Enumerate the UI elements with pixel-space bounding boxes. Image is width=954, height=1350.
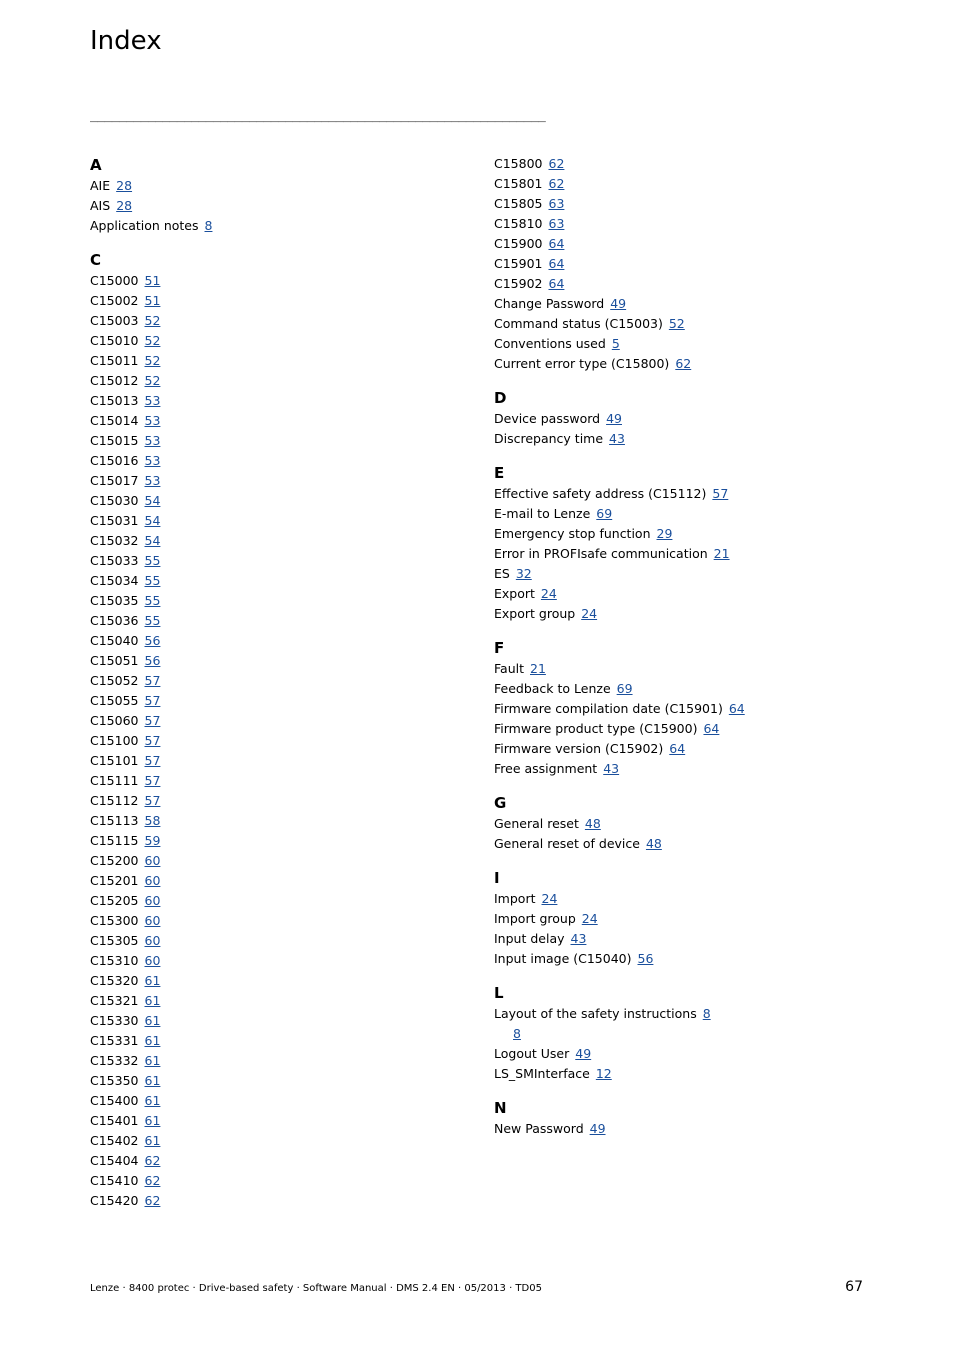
index-entry [90,1051,470,1071]
entry-label: C15014 [90,413,139,428]
index-entry [494,719,874,739]
entry-label: C15300 [90,913,139,928]
page-link[interactable]: 43 [609,431,625,446]
entry-label: C15900 [494,236,543,251]
page-link[interactable]: 8 [702,1006,711,1021]
entry-label: AIE [90,178,111,193]
index-entry [90,891,470,911]
entry-label: C15002 [90,293,139,308]
entry-label: C15201 [90,873,139,888]
index-entry [494,604,874,624]
index-entry [494,814,874,834]
entry-label: C15205 [90,893,139,908]
page-link[interactable]: 53 [144,453,161,468]
page-link[interactable]: 28 [116,178,133,193]
index-entry [494,889,874,909]
page-link[interactable]: 60 [144,933,161,948]
page-link[interactable]: 52 [144,353,161,368]
entry-label: General reset of device [494,836,640,851]
index-entry [494,194,874,214]
index-column-right [494,154,874,1139]
page-number: 67 [845,1279,863,1295]
page-link[interactable]: 58 [144,813,161,828]
index-entry [90,1031,470,1051]
index-entry [90,1071,470,1091]
entry-label: Firmware product type (C15900) [494,721,698,736]
page-link[interactable]: 52 [144,313,161,328]
entry-label: C15016 [90,453,139,468]
index-entry [494,759,874,779]
page-link[interactable]: 62 [144,1193,161,1208]
entry-label: C15052 [90,673,139,688]
section-gap [494,854,874,867]
entry-label: Import [494,891,536,906]
page-link[interactable]: 60 [144,953,161,968]
page-link[interactable]: 43 [603,761,620,776]
index-entry [90,391,470,411]
entry-label: Firmware version (C15902) [494,741,664,756]
index-entry [90,851,470,871]
section-gap [494,624,874,637]
entry-label: E-mail to Lenze [494,506,591,521]
page-link[interactable]: 29 [656,526,673,541]
entry-label: C15305 [90,933,139,948]
page-link[interactable]: 53 [144,473,161,488]
page-link[interactable]: 61 [144,1133,161,1148]
entry-label: Fault [494,661,524,676]
page-link[interactable]: 43 [570,931,587,946]
page-link[interactable]: 55 [144,593,161,608]
index-entry [90,311,470,331]
entry-label: C15003 [90,313,139,328]
page-link[interactable]: 8 [513,1026,521,1041]
entry-label: C15810 [494,216,543,231]
index-entry [494,274,874,294]
entry-label: C15350 [90,1073,139,1088]
section-letter: G [494,794,507,812]
page-link[interactable]: 54 [144,533,161,548]
index-entry [90,1131,470,1151]
index-entry [494,174,874,194]
index-entry [90,196,470,216]
index-entry [494,1119,874,1139]
page-link[interactable]: 56 [637,951,654,966]
entry-label: C15400 [90,1093,139,1108]
page-link[interactable]: 64 [728,701,745,716]
entry-label: C15805 [494,196,543,211]
page-link[interactable]: 21 [713,546,730,561]
section-letter: A [90,156,102,174]
entry-label: C15013 [90,393,139,408]
entry-label: C15800 [494,156,543,171]
page-link[interactable]: 57 [712,486,729,501]
entry-label: C15330 [90,1013,139,1028]
entry-label: C15902 [494,276,543,291]
entry-label: C15901 [494,256,543,271]
entry-label: Emergency stop function [494,526,651,541]
index-entry [90,1191,470,1211]
entry-label: Export [494,586,535,601]
page-link[interactable]: 62 [675,356,692,371]
page-link[interactable]: 57 [144,673,161,688]
entry-label: Command status (C15003) [494,316,663,331]
page-link[interactable]: 62 [548,156,565,171]
index-entry [90,551,470,571]
index-entry [494,254,874,274]
index-entry [494,214,874,234]
index-entry [494,1044,874,1064]
section-gap [90,236,470,249]
index-entry [90,911,470,931]
entry-label: C15332 [90,1053,139,1068]
index-entry [494,409,874,429]
page-link[interactable]: 53 [144,393,161,408]
index-entry [90,1151,470,1171]
page-link[interactable]: 54 [144,493,161,508]
page-link[interactable]: 64 [669,741,686,756]
page-link[interactable]: 69 [616,681,633,696]
page-link[interactable]: 8 [204,218,213,233]
page-link[interactable]: 53 [144,433,161,448]
page-link[interactable]: 64 [548,276,565,291]
index-entry [494,584,874,604]
page-link[interactable]: 61 [144,973,161,988]
section-letter: D [494,389,507,407]
page-link[interactable]: 49 [589,1121,606,1136]
index-entry [494,234,874,254]
index-entry [90,271,470,291]
page-link[interactable]: 61 [144,1093,161,1108]
index-section [494,1097,874,1139]
entry-label: C15321 [90,993,139,1008]
index-section [494,792,874,854]
index-entry [90,471,470,491]
index-entry [494,909,874,929]
index-section [494,867,874,969]
index-entry [494,334,874,354]
page-link[interactable]: 48 [584,816,601,831]
index-entry [494,679,874,699]
page-link[interactable]: 60 [144,893,161,908]
index-entry [494,154,874,174]
index-column-left [90,154,470,1211]
page-link[interactable]: 49 [575,1046,592,1061]
index-entry [90,991,470,1011]
entry-label: C15410 [90,1173,139,1188]
page-link[interactable]: 61 [144,993,161,1008]
index-entry [90,411,470,431]
index-entry [90,531,470,551]
index-entry [494,1064,874,1084]
entry-label: C15011 [90,353,139,368]
page-link[interactable]: 61 [144,1013,161,1028]
index-entry [90,831,470,851]
index-entry [90,671,470,691]
entry-label: Layout of the safety instructions [494,1006,697,1021]
index-entry [494,659,874,679]
entry-label: C15112 [90,793,139,808]
page-link[interactable]: 49 [606,411,622,426]
entry-label: C15404 [90,1153,139,1168]
index-entry [494,544,874,564]
index-entry [494,1024,874,1044]
page-link[interactable]: 64 [548,256,565,271]
index-entry [90,331,470,351]
page-link[interactable]: 62 [144,1153,161,1168]
page-link[interactable]: 59 [144,833,161,848]
page-link[interactable]: 57 [144,713,161,728]
entry-label: ES [494,566,510,581]
page-link[interactable]: 55 [144,553,161,568]
section-gap [494,449,874,462]
index-entry [90,651,470,671]
entry-label: C15032 [90,533,139,548]
page-link[interactable]: 48 [645,836,662,851]
section-letter: N [494,1099,507,1117]
index-entry [90,371,470,391]
index-entry [90,491,470,511]
entry-label: C15055 [90,693,139,708]
index-entry [90,1111,470,1131]
section-gap [494,779,874,792]
entry-label: C15310 [90,953,139,968]
index-entry [90,1171,470,1191]
entry-label: Error in PROFIsafe communication [494,546,708,561]
section-gap [494,374,874,387]
page-link[interactable]: 61 [144,1073,161,1088]
index-entry [90,931,470,951]
page-link[interactable]: 24 [581,606,598,621]
page-link[interactable]: 60 [144,913,161,928]
entry-label: C15017 [90,473,139,488]
entry-label: Logout User [494,1046,570,1061]
page-link[interactable]: 57 [144,793,161,808]
entry-label: Effective safety address (C15112) [494,486,707,501]
entry-label: Change Password [494,296,605,311]
section-letter: C [90,251,102,269]
entry-label: Discrepancy time [494,431,604,446]
entry-label: Input delay [494,931,565,946]
index-entry [90,591,470,611]
index-entry [90,571,470,591]
entry-label: Firmware compilation date (C15901) [494,701,723,716]
page-link[interactable]: 57 [144,693,161,708]
index-entry [494,1004,874,1024]
entry-label: C15101 [90,753,139,768]
page-link[interactable]: 69 [596,506,613,521]
index-entry [90,951,470,971]
entry-label: C15030 [90,493,139,508]
entry-label: C15015 [90,433,139,448]
entry-label: C15035 [90,593,139,608]
entry-label: C15801 [494,176,543,191]
entry-label: C15034 [90,573,139,588]
page-link[interactable]: 51 [144,273,161,288]
entry-label: New Password [494,1121,584,1136]
page-link[interactable]: 49 [610,296,627,311]
entry-label: C15420 [90,1193,139,1208]
index-entry [90,1091,470,1111]
page-link[interactable]: 55 [144,613,161,628]
header-rule: _______________________________________________________________ [90,108,546,123]
page-link[interactable]: 5 [611,336,620,351]
entry-label: C15031 [90,513,139,528]
page-link[interactable]: 53 [144,413,161,428]
page-link[interactable]: 55 [144,573,161,588]
index-entry [494,739,874,759]
index-entry [494,314,874,334]
page-link[interactable]: 21 [530,661,546,676]
page-link[interactable]: 62 [144,1173,161,1188]
entry-label: C15200 [90,853,139,868]
index-entry [494,524,874,544]
index-entry [494,949,874,969]
index-entry [90,216,470,236]
page-link[interactable]: 64 [703,721,720,736]
index-entry [90,731,470,751]
page-title: Index [90,26,162,56]
index-section [90,154,470,236]
index-entry [90,691,470,711]
page-link[interactable]: 56 [144,653,161,668]
entry-label: General reset [494,816,579,831]
page-link[interactable]: 24 [581,911,598,926]
entry-label: Device password [494,411,601,426]
entry-label: C15033 [90,553,139,568]
page-link[interactable]: 32 [515,566,532,581]
page-link[interactable]: 57 [144,773,161,788]
page-link[interactable]: 60 [144,853,161,868]
entry-label: C15010 [90,333,139,348]
entry-label: C15051 [90,653,139,668]
section-letter: E [494,464,505,482]
entry-label: C15100 [90,733,139,748]
page-link[interactable]: 63 [548,216,565,231]
index-section [494,637,874,779]
entry-label: C15320 [90,973,139,988]
index-entry [90,511,470,531]
index-section [494,154,874,374]
entry-label: Import group [494,911,576,926]
page-link[interactable]: 24 [540,586,557,601]
index-section [494,387,874,449]
page-link[interactable]: 28 [116,198,133,213]
entry-label: Export group [494,606,576,621]
page-link[interactable]: 12 [595,1066,612,1081]
entry-label: C15040 [90,633,139,648]
page-link[interactable]: 54 [144,513,161,528]
index-entry [90,176,470,196]
index-entry [90,451,470,471]
page-link[interactable]: 61 [144,1033,161,1048]
index-entry [90,871,470,891]
index-entry [90,751,470,771]
index-entry [90,431,470,451]
page-link[interactable]: 57 [144,753,161,768]
entry-label: Conventions used [494,336,606,351]
entry-label: C15111 [90,773,139,788]
section-gap [494,1084,874,1097]
index-entry [494,429,874,449]
index-entry [90,351,470,371]
index-entry [90,611,470,631]
section-gap [494,969,874,982]
index-entry [494,484,874,504]
page-link[interactable]: 52 [668,316,685,331]
page-link[interactable]: 57 [144,733,161,748]
index-entry [494,504,874,524]
index-entry [90,1011,470,1031]
section-letter: F [494,639,505,657]
entry-label: C15012 [90,373,139,388]
entry-label: Free assignment [494,761,598,776]
entry-label: AIS [90,198,111,213]
index-entry [494,354,874,374]
entry-label: C15401 [90,1113,139,1128]
index-entry [494,564,874,584]
page-link[interactable]: 56 [144,633,161,648]
page-link[interactable]: 64 [548,236,565,251]
page-link[interactable]: 61 [144,1053,161,1068]
entry-label: C15115 [90,833,139,848]
entry-label: LS_SMInterface [494,1066,590,1081]
entry-label: C15060 [90,713,139,728]
entry-label: Current error type (C15800) [494,356,670,371]
page-link[interactable]: 51 [144,293,161,308]
index-entry [494,294,874,314]
index-entry [90,711,470,731]
page-link[interactable]: 62 [548,176,565,191]
index-entry [494,834,874,854]
index-entry [90,291,470,311]
entry-label: C15000 [90,273,139,288]
page-link[interactable]: 63 [548,196,565,211]
index-section [494,462,874,624]
page-link[interactable]: 60 [144,873,161,888]
entry-label: Application notes [90,218,199,233]
entry-label: C15113 [90,813,139,828]
entry-label: C15036 [90,613,139,628]
index-entry [90,631,470,651]
entry-label: Feedback to Lenze [494,681,611,696]
section-letter: I [494,869,500,887]
index-section [494,982,874,1084]
entry-label: Input image (C15040) [494,951,632,966]
index-entry [90,811,470,831]
section-letter: L [494,984,504,1002]
footer-text: Lenze · 8400 protec · Drive-based safety · Software Manual · DMS 2.4 EN · 05/2013 · TD05 [90,1283,542,1294]
index-entry [494,699,874,719]
index-entry [90,791,470,811]
index-entry [494,929,874,949]
page-link[interactable]: 52 [144,373,161,388]
page-link[interactable]: 52 [144,333,161,348]
page-link[interactable]: 24 [541,891,558,906]
entry-label: C15402 [90,1133,139,1148]
page-link[interactable]: 61 [144,1113,161,1128]
index-entry [90,971,470,991]
entry-label: C15331 [90,1033,139,1048]
index-entry [90,771,470,791]
index-section [90,249,470,1211]
